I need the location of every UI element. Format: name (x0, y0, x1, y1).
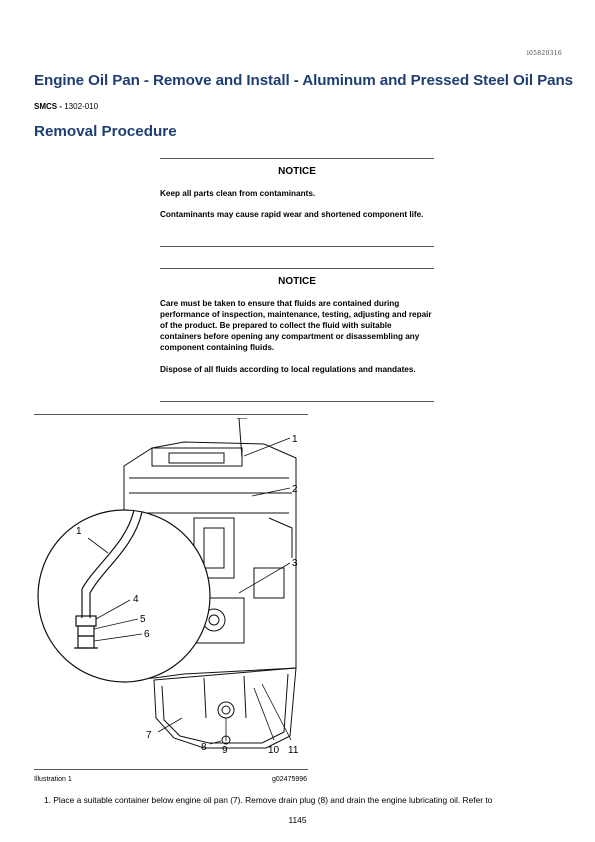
notice-2-bottom-rule (160, 401, 434, 402)
notice-2-heading: NOTICE (278, 276, 316, 287)
callout-5: 5 (140, 614, 146, 625)
callout-6: 6 (144, 629, 150, 640)
callout-1: 1 (292, 434, 298, 445)
document-id: i05820316 (526, 50, 562, 57)
engine-oil-pan-illustration (34, 418, 314, 758)
notice-1-paragraph-1: Keep all parts clean from contaminants. (160, 189, 316, 198)
callout-4: 4 (133, 594, 139, 605)
notice-2-paragraph-2: Dispose of all fluids according to local regulations and mandates. (160, 365, 416, 374)
step-1: 1. Place a suitable container below engine oil pan (7). Remove drain plug (8) and drain the engine lubricating oil. Refer to (44, 795, 493, 805)
smcs-code (34, 102, 98, 111)
notice-2-top-rule (160, 268, 434, 269)
illustration-caption: Illustration 1 (34, 776, 72, 783)
illustration-top-rule (34, 414, 308, 415)
callout-1-detail: 1 (76, 526, 82, 537)
callout-2: 2 (292, 484, 298, 495)
notice-1-heading: NOTICE (278, 166, 316, 177)
callout-7: 7 (146, 730, 152, 741)
smcs-label: SMCS - (34, 102, 62, 111)
notice-1-bottom-rule (160, 246, 434, 247)
graphic-id: g02475996 (272, 776, 308, 783)
callout-9: 9 (222, 745, 228, 756)
callout-8: 8 (201, 742, 207, 753)
page-title: Engine Oil Pan - Remove and Install - Aluminum and Pressed Steel Oil Pans (34, 72, 574, 89)
callout-10: 10 (268, 745, 280, 756)
smcs-value: 1302-010 (64, 102, 99, 111)
callout-11: 11 (288, 745, 299, 756)
page-number: 1145 (288, 815, 307, 825)
callout-3: 3 (292, 558, 298, 569)
notice-1-top-rule (160, 158, 434, 159)
notice-2-paragraph-1: Care must be taken to ensure that fluids are contained during performance of inspection, maintenance, testing, adjusting and repair of the product. Be prepared to collect the fluid with suitable containers before opening any compartment or disassembling any component containing fluids. (160, 299, 432, 352)
notice-1-paragraph-2: Contaminants may cause rapid wear and shortened component life. (160, 210, 424, 219)
section-title: Removal Procedure (34, 123, 177, 140)
illustration-bottom-rule (34, 769, 308, 770)
